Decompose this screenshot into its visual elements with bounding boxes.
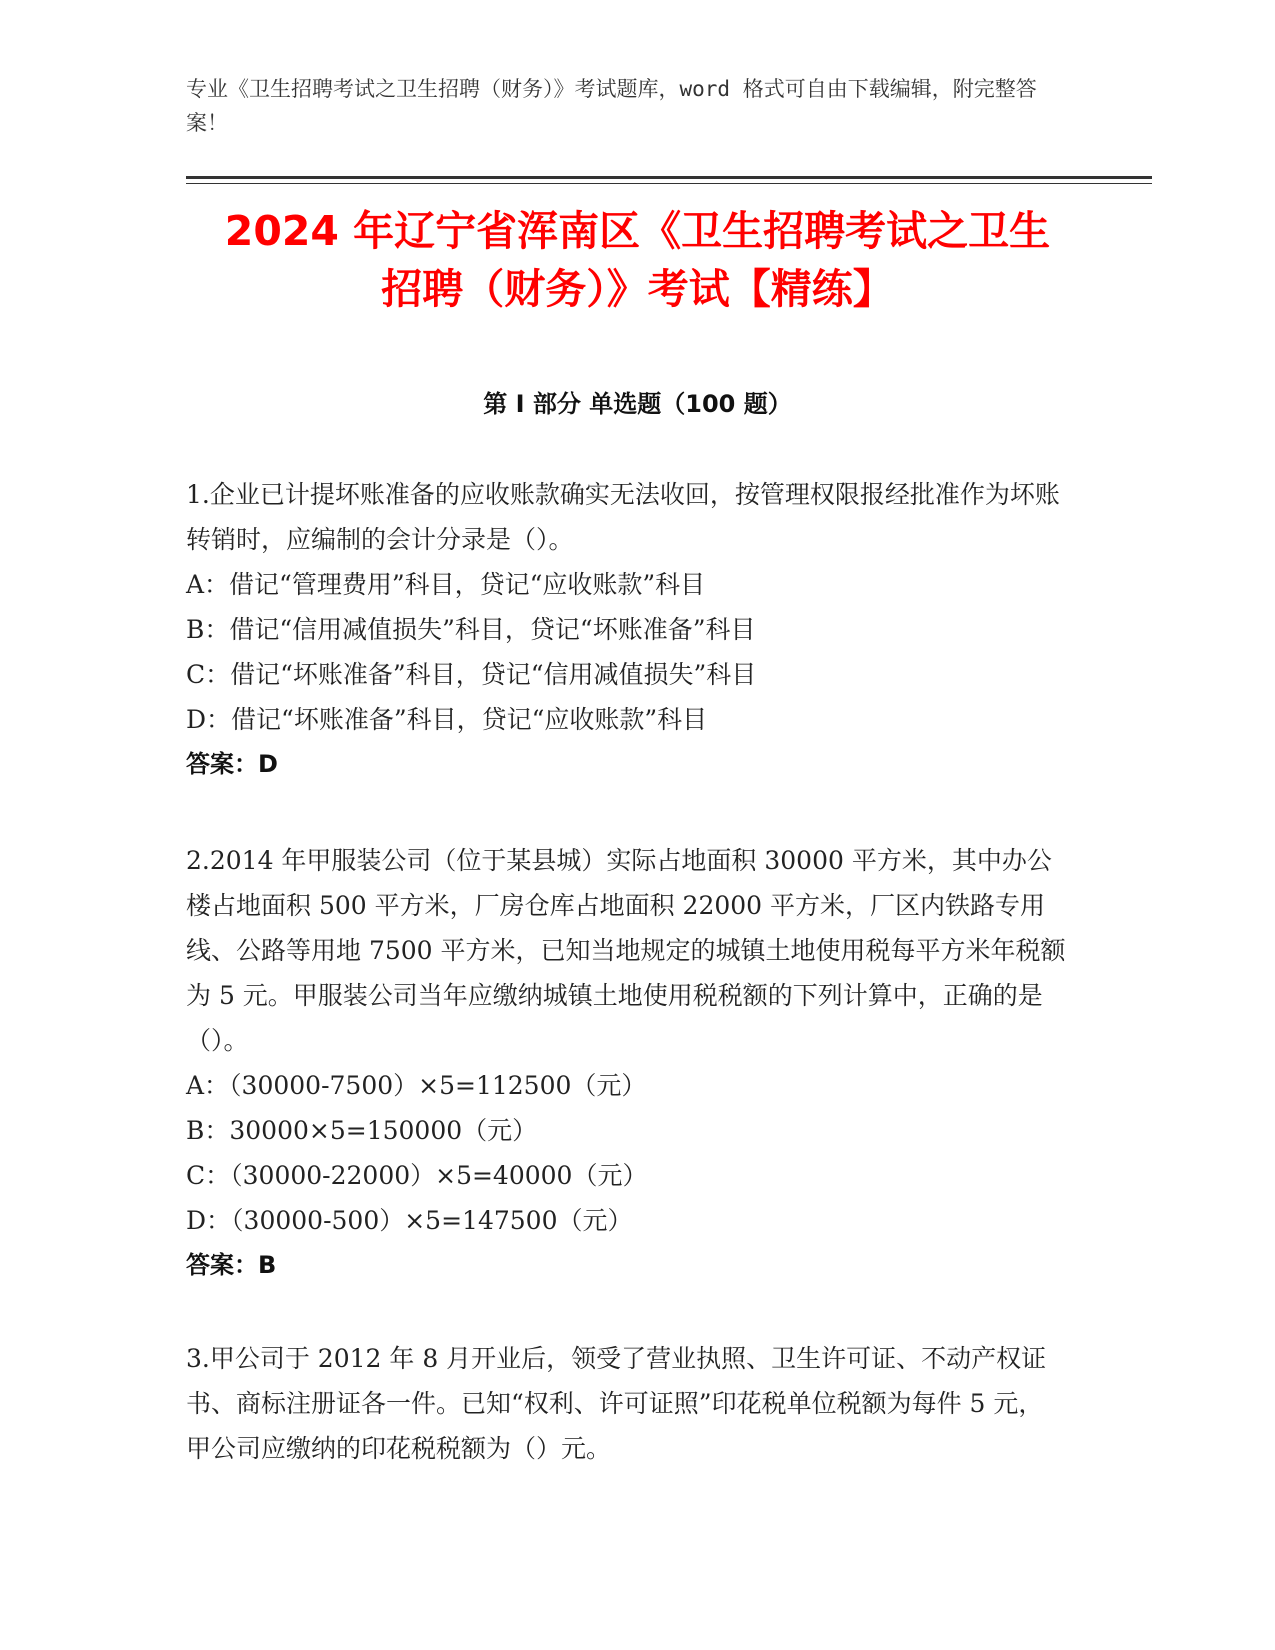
- section-title: 第 I 部分 单选题（100 题）: [483, 390, 792, 418]
- question-2-option-d: D：（30000-500）×5=147500（元）: [186, 1206, 633, 1235]
- question-1-option-b: B：借记“信用减值损失”科目，贷记“坏账准备”科目: [186, 615, 756, 644]
- question-3-stem: 3.甲公司于 2012 年 8 月开业后，领受了营业执照、卫生许可证、不动产权证书、商标注册证各一件。已知“权利、许可证照”印花税单位税额为每件 5 元，甲公司应缴纳的印花税税额为（）元。: [186, 1344, 1047, 1463]
- question-2-stem: 2.2014 年甲服装公司（位于某县城）实际占地面积 30000 平方米，其中办公楼占地面积 500 平方米，厂房仓库占地面积 22000 平方米，厂区内铁路专用线、公路等用地 7500 平方米，已知当地规定的城镇土地使用税每平方米年税额为 5 元。甲服装公司当年应缴纳城镇土地使用税税额的下列计算中，正确的是（）。: [186, 846, 1066, 1055]
- document-title-line2: 招聘（财务）》考试【精练】: [381, 265, 894, 313]
- question-1-stem: 1.企业已计提坏账准备的应收账款确实无法收回，按管理权限报经批准作为坏账转销时，应编制的会计分录是（）。: [186, 480, 1060, 554]
- document-title-line1: 2024 年辽宁省浑南区《卫生招聘考试之卫生: [224, 207, 1051, 255]
- header-divider-thin: [186, 183, 1152, 184]
- question-2-option-a: A：（30000-7500）×5=112500（元）: [186, 1071, 647, 1100]
- question-1-option-a: A：借记“管理费用”科目，贷记“应收账款”科目: [186, 570, 706, 599]
- header-note: 专业《卫生招聘考试之卫生招聘（财务）》考试题库，word 格式可自由下载编辑，附完整答案！: [186, 77, 1037, 135]
- question-1-option-d: D：借记“坏账准备”科目，贷记“应收账款”科目: [186, 705, 708, 734]
- question-2-option-b: B：30000×5=150000（元）: [186, 1116, 538, 1145]
- question-2-answer: 答案：B: [186, 1251, 277, 1279]
- question-2-option-c: C：（30000-22000）×5=40000（元）: [186, 1161, 648, 1190]
- document-title: [186, 202, 1089, 318]
- question-3: [186, 1336, 1066, 1471]
- header-divider-thick: [186, 176, 1152, 179]
- question-1-option-c: C：借记“坏账准备”科目，贷记“信用减值损失”科目: [186, 660, 757, 689]
- question-1-answer: 答案：D: [186, 750, 278, 778]
- question-1: [186, 472, 1066, 787]
- question-2: [186, 838, 1066, 1288]
